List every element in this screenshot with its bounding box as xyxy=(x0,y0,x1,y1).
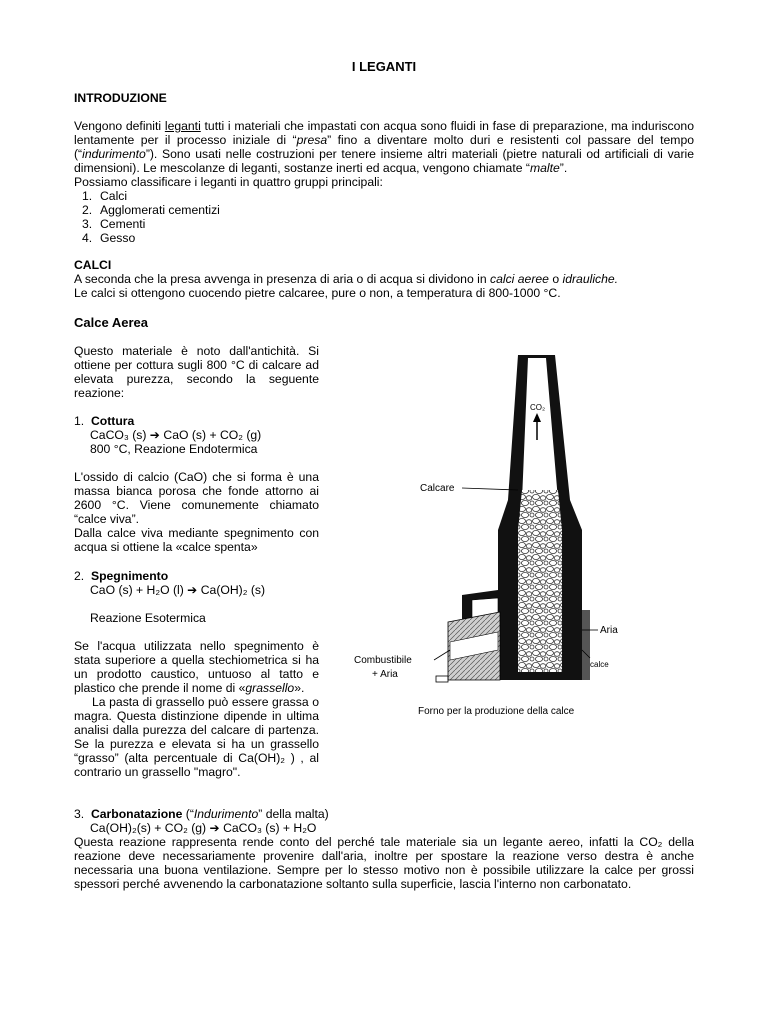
calcare-label: Calcare xyxy=(420,483,455,494)
spegnimento-note: Reazione Esotermica xyxy=(90,611,206,625)
page-title: I LEGANTI xyxy=(351,59,417,74)
step-spegnimento: 2. Spegnimento xyxy=(74,569,169,583)
aria-label: Aria xyxy=(600,625,618,636)
groups-list xyxy=(74,189,220,245)
calci-line-2: Le calci si ottengono cuocendo pietre calcaree, pure o non, a temperatura di 800-1000 °C. xyxy=(74,286,561,300)
step-cottura: 1. Cottura xyxy=(74,414,135,428)
co2-label: CO₂ xyxy=(530,403,546,412)
intro-paragraph: Vengono definiti leganti tutti i materiali che impastati con acqua sono fluidi in fase di preparazione, ma induriscono lentamente per il processo iniziale di “presa” fino a diventare molto duri e resistenti col passare del tempo (“indurimento”). Sono usati nelle costruzioni per tenere insieme altri materiali (pietre naturali od artificiali di varie dimensioni). Le mescolanze di leganti, sostanze inerti ed acqua, vengono chiamate “malte”. xyxy=(74,119,694,175)
classify-line: Possiamo classificare i leganti in quattro gruppi principali: xyxy=(74,175,383,189)
list-item: 1. Calci xyxy=(82,189,128,203)
malte-term: malte xyxy=(529,161,560,175)
carbonatazione-paragraph: Questa reazione rappresenta rende conto del perché tale materiale sia un legante aereo, infatti la CO₂ della reazione deve necessariamente provenire dall'aria, inoltre per spostare la reazione verso destra è anche necessaria una buona ventilazione. Sempre per lo stesso motivo non è possibile utilizzare la calce per grossi spessori perché avvenendo la carbonatazione soltanto sulla superficie, lascia l'interno non carbonatato. xyxy=(74,835,694,891)
calci-heading: CALCI xyxy=(74,258,112,272)
grassello-paragraph: Se l'acqua utilizzata nello spegnimento è stata superiore a quella stechiometrica si ha un prodotto caustico, untuoso al tatto e plastico che prende il nome di «grassello». xyxy=(74,639,319,695)
calce-label: calce xyxy=(590,660,609,669)
calce-viva-paragraph: L'ossido di calcio (CaO) che si forma è una massa bianca porosa che fonde attorno ai 2600 °C. Viene comunemente chiamato “calce viva”. xyxy=(74,470,319,526)
figure-caption: Forno per la produzione della calce xyxy=(418,706,575,717)
kiln-figure xyxy=(350,350,630,730)
list-item: 4. Gesso xyxy=(82,231,136,245)
calci-line-1: A seconda che la presa avvenga in presenza di aria o di acqua si dividono in calci aeree o idrauliche. xyxy=(74,272,619,286)
carbonatazione-equation: Ca(OH)₂(s) + CO₂ (g) ➔ CaCO₃ (s) + H₂O xyxy=(90,821,317,835)
list-item: 3. Cementi xyxy=(82,217,146,231)
combustibile-label: Combustibile xyxy=(354,655,412,666)
calce-spenta-paragraph: Dalla calce viva mediante spegnimento con acqua si ottiene la «calce spenta» xyxy=(74,526,319,554)
spegnimento-equation: CaO (s) + H₂O (l) ➔ Ca(OH)₂ (s) xyxy=(90,583,266,597)
cottura-equation: CaCO₃ (s) ➔ CaO (s) + CO₂ (g) xyxy=(90,428,262,442)
leganti-term: leganti xyxy=(164,119,201,133)
indurimento-term: indurimento xyxy=(82,147,146,161)
list-item: 2. Agglomerati cementizi xyxy=(82,203,220,217)
intro-heading: INTRODUZIONE xyxy=(74,91,167,105)
cottura-note: 800 °C, Reazione Endotermica xyxy=(90,442,258,456)
step-carbonatazione: 3. Carbonatazione (“Indurimento” della malta) xyxy=(74,807,329,821)
grassello-types-paragraph: La pasta di grassello può essere grassa o magra. Questa distinzione dipende in ultima analisi dalla purezza del calcare di partenza. Se la purezza e elevata si ha un grassello “grasso” (alta percentuale di Ca(OH)₂ ) , al contrario un grassello "magro". xyxy=(74,695,319,779)
plus-aria-label: + Aria xyxy=(372,669,398,680)
calce-aerea-intro: Questo materiale è noto dall'antichità. Si ottiene per cottura sugli 800 °C di calcare ad elevata purezza, secondo la seguente reazione: xyxy=(74,344,319,400)
calce-aerea-heading: Calce Aerea xyxy=(74,315,148,330)
presa-term: presa xyxy=(296,133,328,147)
